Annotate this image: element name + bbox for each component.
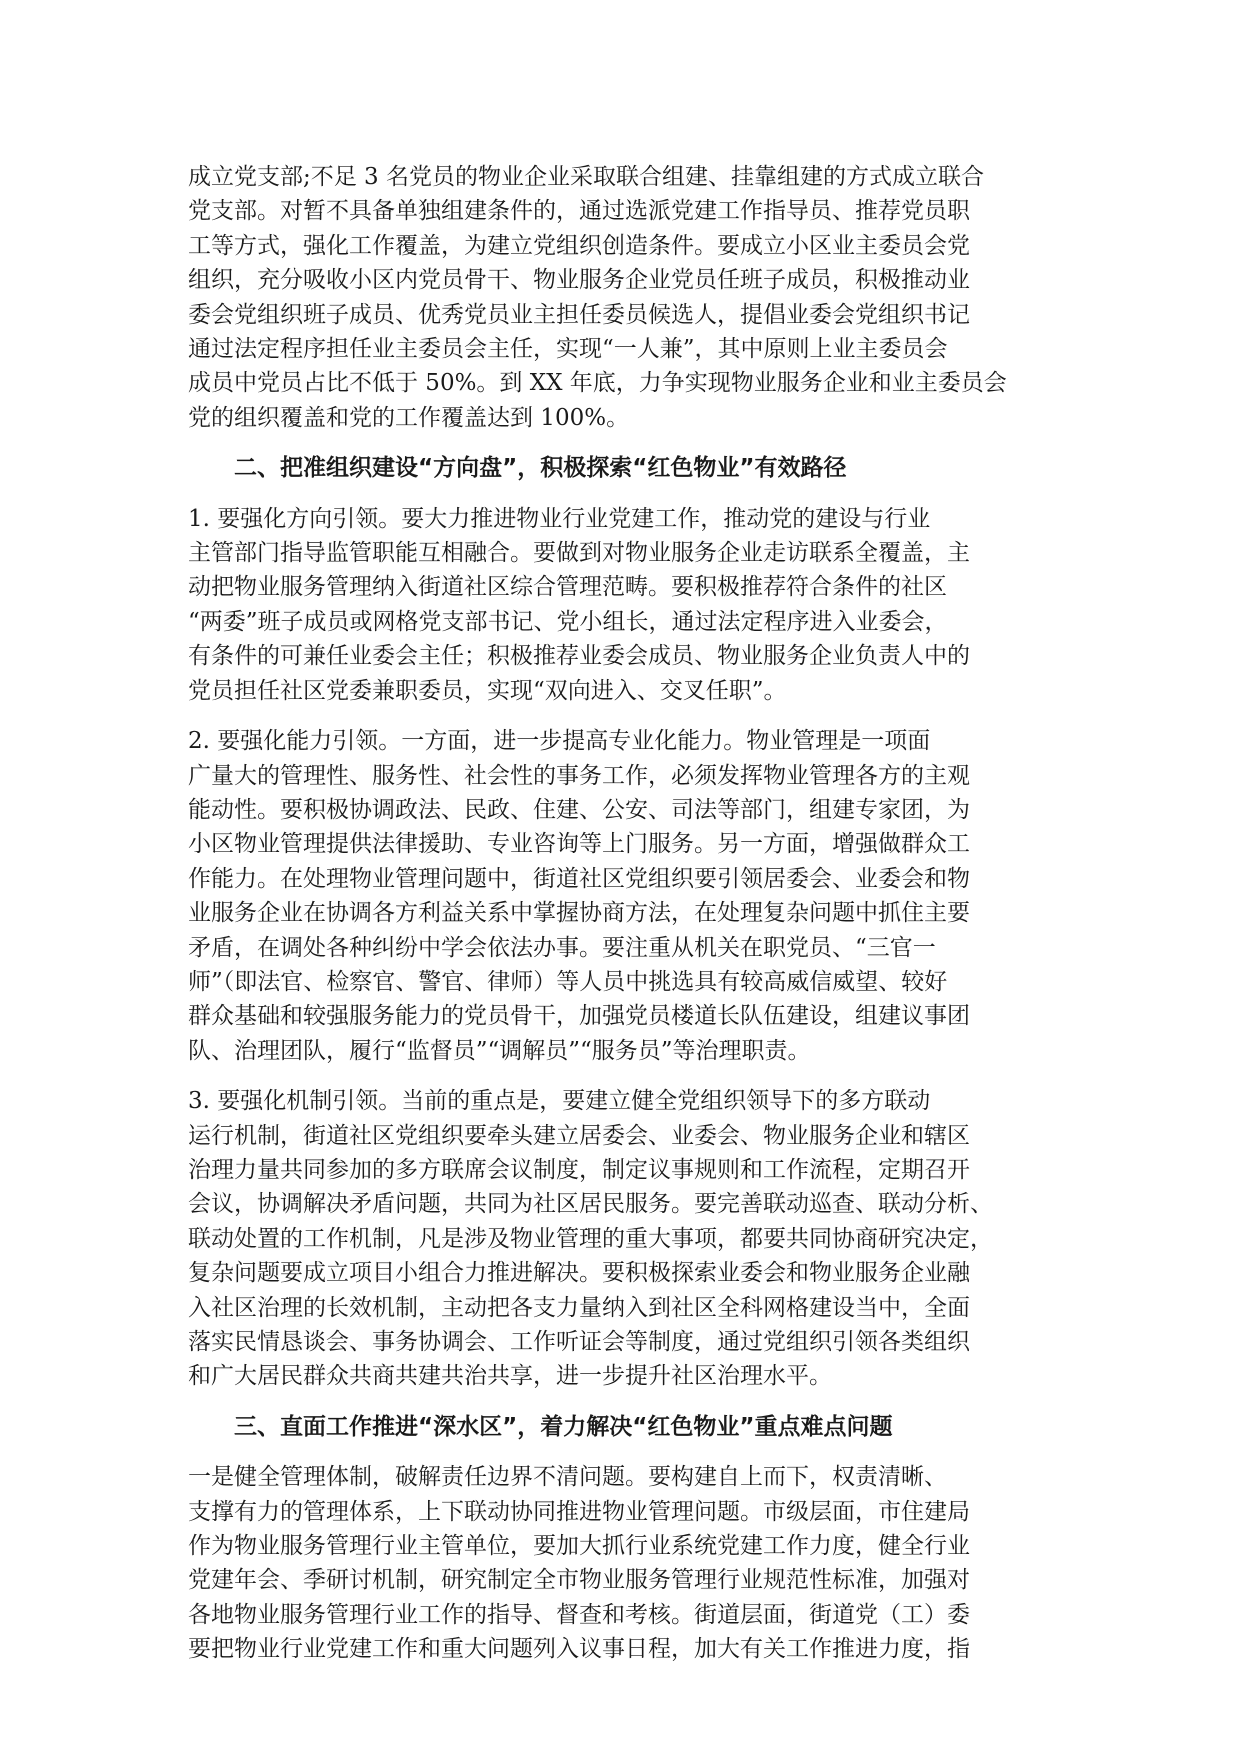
section-heading-three: 三、直面工作推进“深水区”，着力解决“红色物业”重点难点问题 — [234, 1413, 893, 1440]
spacer — [188, 1444, 1052, 1460]
spacer — [188, 1068, 1052, 1084]
spacer — [188, 1394, 1052, 1410]
paragraph-party-branch-coverage: 成立党支部;不足 3 名党员的物业企业采取联合组建、挂靠组建的方式成立联合 党支部。对暂不具备单独组建条件的，通过选派党建工作指导员、推荐党员职 工等方式，强化工作覆盖，为建立党组织创造条件。要成立小区业主委员会党 组织，充分吸收小区内党员骨干、物业服务企业党员任班子成员，积极推动业 委会党组织班子成员、优秀党员业主担任委员候选人，提倡业委会党组织书记 通过法定程序担任业主委员会主任，实现“一人兼”，其中原则上业主委员会 成员中党员占比不低于 50%。到 XX 年底，力争实现物业服务企业和业主委员会 党的组织覆盖和党的工作覆盖达到 100%。 — [188, 164, 1007, 431]
spacer — [188, 486, 1052, 502]
spacer — [188, 435, 1052, 451]
paragraph-capability-guidance: 2. 要强化能力引领。一方面，进一步提高专业化能力。物业管理是一项面 广量大的管理性、服务性、社会性的事务工作，必须发挥物业管理各方的主观 能动性。要积极协调政法、民政、住建、公安、司法等部门，组建专家团，为 小区物业管理提供法律援助、专业咨询等上门服务。另一方面，增强做群众工 作能力。在处理物业管理问题中，街道社区党组织要引领居委会、业委会和物 业服务企业在协调各方利益关系中掌握协商方法，在处理复杂问题中抓住主要 矛盾，在调处各种纠纷中学会依法办事。要注重从机关在职党员、“三官一 师”（即法官、检察官、警官、律师）等人员中挑选具有较高威信威望、较好 群众基础和较强服务能力的党员骨干，加强党员楼道长队伍建设，组建议事团 队、治理团队，履行“监督员”“调解员”“服务员”等治理职责。 — [188, 728, 970, 1064]
paragraph-mechanism-guidance: 3. 要强化机制引领。当前的重点是，要建立健全党组织领导下的多方联动 运行机制，街道社区党组织要牵头建立居委会、业委会、物业服务企业和辖区 治理力量共同参加的多方联席会议制度，制定议事规则和工作流程，定期召开 会议，协调解决矛盾问题，共同为社区居民服务。要完善联动巡查、联动分析、 联动处置的工作机制，凡是涉及物业管理的重大事项，都要共同协商研究决定， 复杂问题要成立项目小组合力推进解决。要积极探索业委会和物业服务企业融 入社区治理的长效机制，主动把各支力量纳入到社区全科网格建设当中，全面 落实民情恳谈会、事务协调会、工作听证会等制度，通过党组织引领各类组织 和广大居民群众共商共建共治共享，进一步提升社区治理水平。 — [188, 1088, 993, 1390]
document-body — [188, 160, 1052, 1667]
section-heading-two: 二、把准组织建设“方向盘”，积极探索“红色物业”有效路径 — [234, 455, 847, 482]
spacer — [188, 708, 1052, 724]
paragraph-management-system: 一是健全管理体制，破解责任边界不清问题。要构建自上而下，权责清晰、 支撑有力的管理体系，上下联动协同推进物业管理问题。市级层面，市住建局 作为物业服务管理行业主管单位，要加大抓行业系统党建工作力度，健全行业 党建年会、季研讨机制，研究制定全市物业服务管理行业规范性标准，加强对 各地物业服务管理行业工作的指导、督查和考核。街道层面，街道党（工）委 要把物业行业党建工作和重大问题列入议事日程，加大有关工作推进力度，指 — [188, 1464, 970, 1663]
paragraph-direction-guidance: 1. 要强化方向引领。要大力推进物业行业党建工作，推动党的建设与行业 主管部门指导监管职能互相融合。要做到对物业服务企业走访联系全覆盖，主 动把物业服务管理纳入街道社区综合管理范畴。要积极推荐符合条件的社区 “两委”班子成员或网格党支部书记、党小组长，通过法定程序进入业委会， 有条件的可兼任业委会主任；积极推荐业委会成员、物业服务企业负责人中的 党员担任社区党委兼职委员，实现“双向进入、交叉任职”。 — [188, 505, 970, 704]
